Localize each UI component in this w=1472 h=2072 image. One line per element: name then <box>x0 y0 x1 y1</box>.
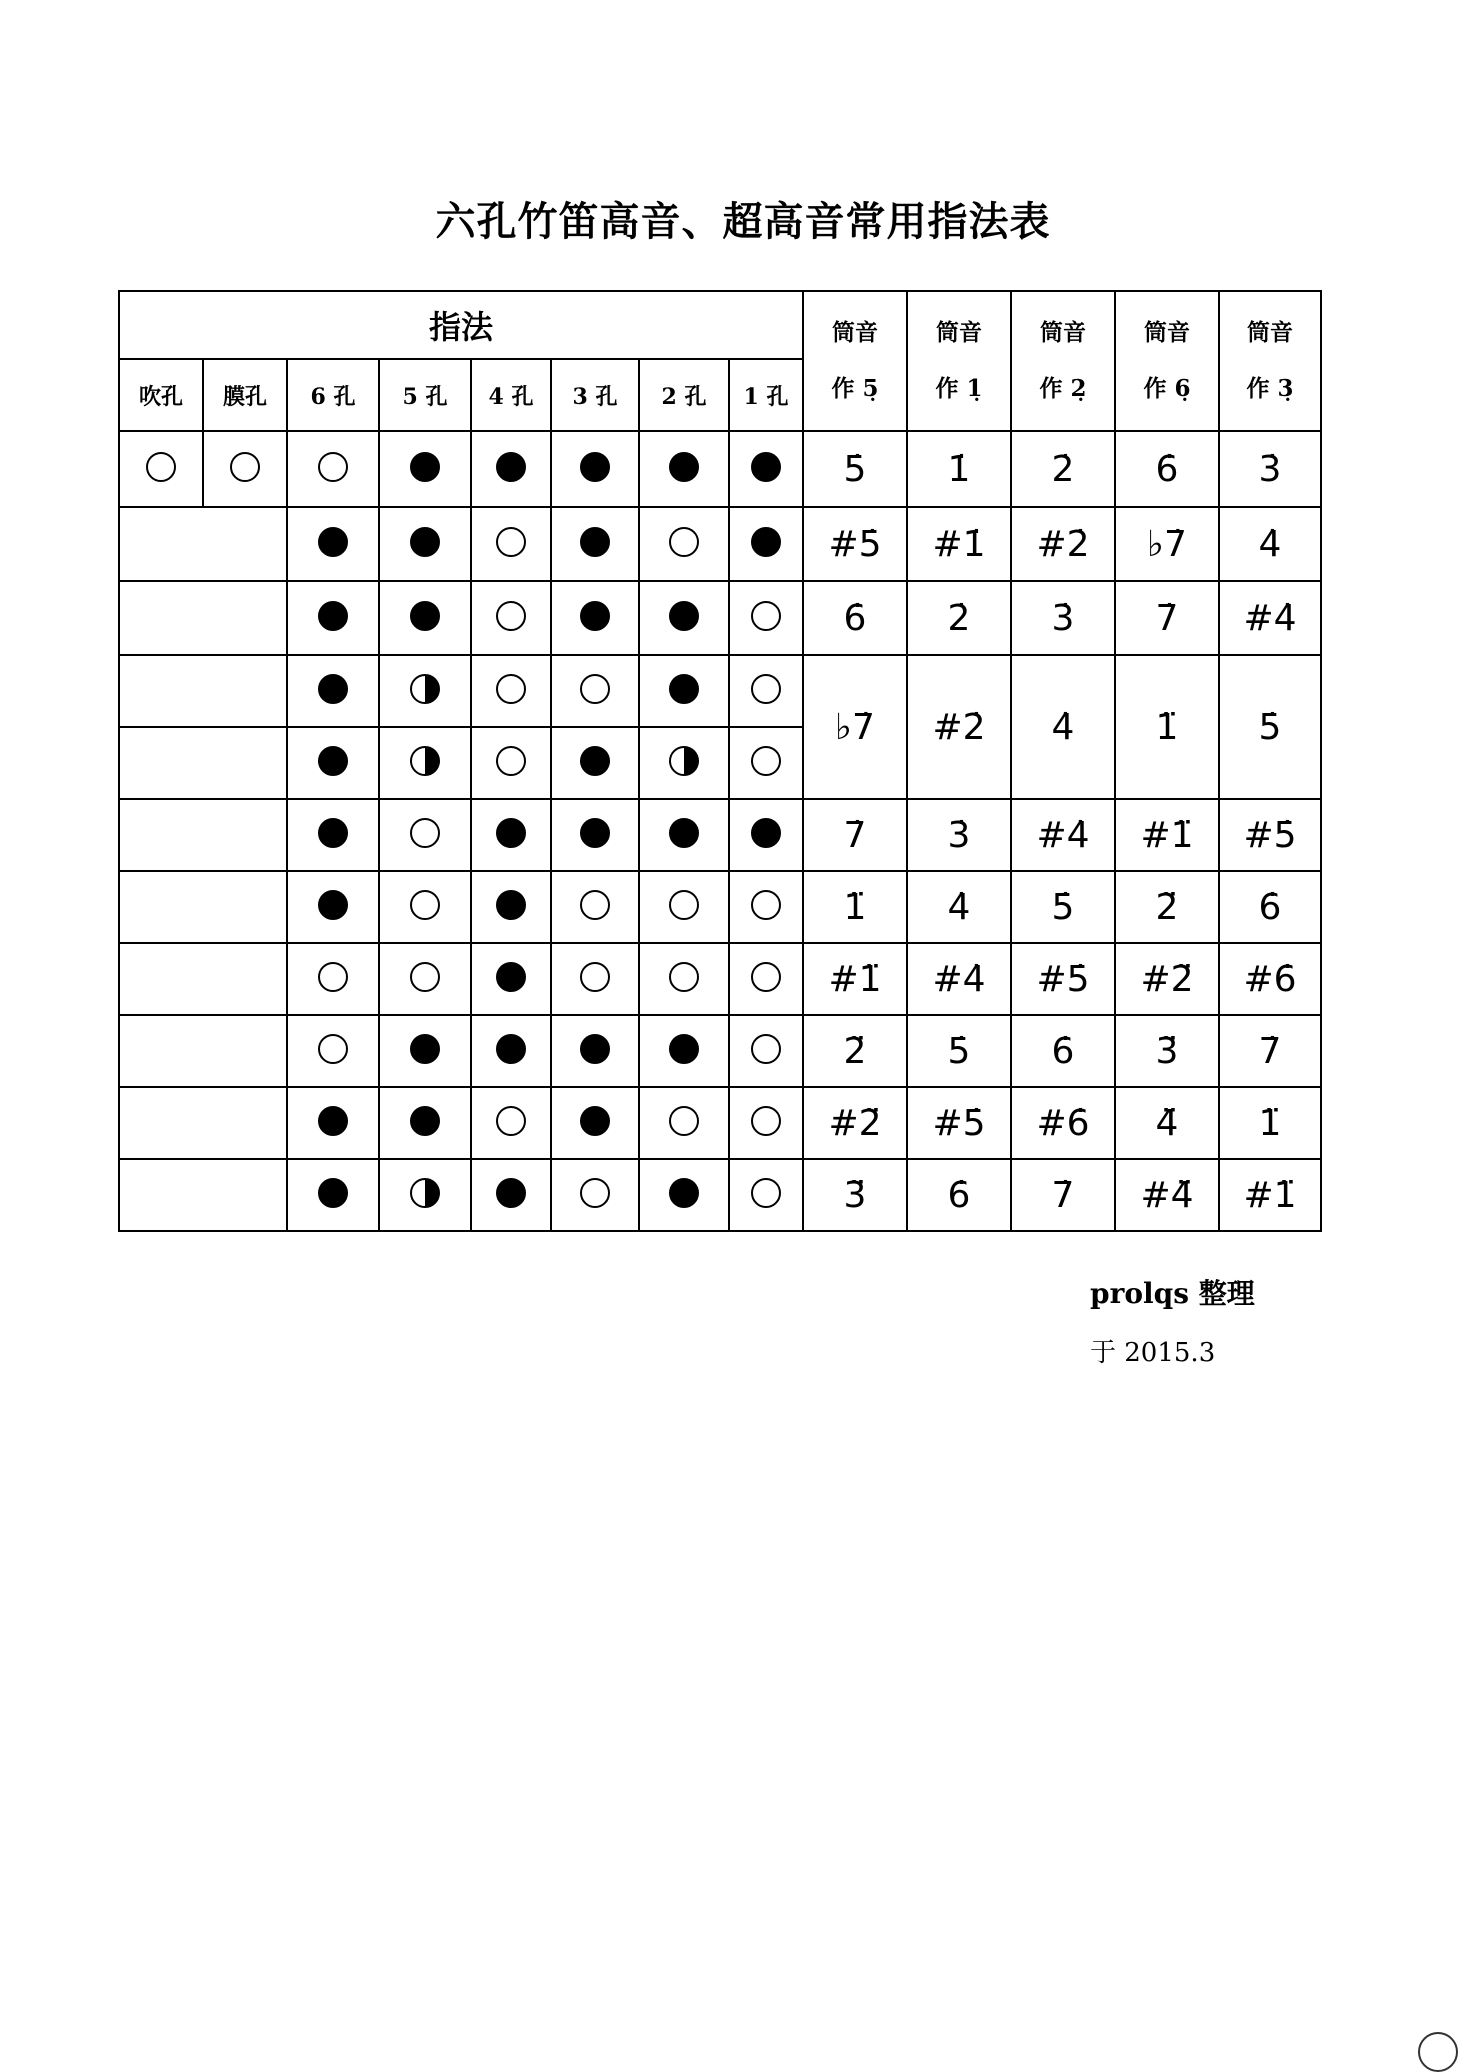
note-cell: #4̈ <box>1115 1159 1219 1231</box>
col-membrane-hole: 膜孔 <box>203 359 287 431</box>
note-cell: 2̈ <box>1115 871 1219 943</box>
closed-hole-icon <box>318 527 348 557</box>
note-cell: 3̈ <box>1115 1015 1219 1087</box>
table-row <box>119 507 1321 581</box>
hole-cell-blow <box>119 431 203 507</box>
open-hole-icon <box>580 674 610 704</box>
hole-cell-3 <box>551 1087 639 1159</box>
col-hole-1: 1 孔 <box>729 359 803 431</box>
hole-cell-5 <box>379 1159 471 1231</box>
open-hole-icon <box>751 601 781 631</box>
note-cell: #5̇ <box>1011 943 1115 1015</box>
note-cell: 3̇ <box>1219 431 1321 507</box>
open-hole-icon <box>669 890 699 920</box>
author-credit: prolqs 整理 <box>1090 1277 1255 1310</box>
note-cell: 6̇ <box>907 1159 1011 1231</box>
page-title: 六孔竹笛高音、超高音常用指法表 <box>435 198 1051 245</box>
table-row <box>119 431 1321 507</box>
blank-cell <box>119 871 287 943</box>
blank-cell <box>119 1159 287 1231</box>
closed-hole-icon <box>580 746 610 776</box>
note-cell: 1̇ <box>907 431 1011 507</box>
note-cell: 2̇ <box>907 581 1011 655</box>
tube-header-5: 筒音 作 3̣ <box>1219 291 1321 431</box>
hole-cell-4 <box>471 871 551 943</box>
open-hole-icon <box>146 452 176 482</box>
table-row <box>119 799 1321 871</box>
open-hole-icon <box>230 452 260 482</box>
hole-cell-4 <box>471 655 551 727</box>
open-hole-icon <box>410 962 440 992</box>
closed-hole-icon <box>318 601 348 631</box>
hole-cell-1 <box>729 943 803 1015</box>
note-cell: 4̇ <box>907 871 1011 943</box>
note-cell: 3̈ <box>803 1159 907 1231</box>
hole-cell-5 <box>379 727 471 799</box>
open-hole-icon <box>751 1034 781 1064</box>
hole-cell-6 <box>287 943 379 1015</box>
closed-hole-icon <box>410 1034 440 1064</box>
hole-cell-6 <box>287 431 379 507</box>
hole-cell-6 <box>287 727 379 799</box>
note-cell: 5̇ <box>803 431 907 507</box>
hole-cell-3 <box>551 1159 639 1231</box>
col-hole-4: 4 孔 <box>471 359 551 431</box>
col-hole-5: 5 孔 <box>379 359 471 431</box>
closed-hole-icon <box>496 890 526 920</box>
closed-hole-icon <box>410 1106 440 1136</box>
hole-cell-membrane <box>203 431 287 507</box>
open-hole-icon <box>318 452 348 482</box>
note-cell: 5̇ <box>907 1015 1011 1087</box>
closed-hole-icon <box>669 1034 699 1064</box>
open-hole-icon <box>496 746 526 776</box>
open-hole-icon <box>580 962 610 992</box>
table-row <box>119 871 1321 943</box>
open-hole-icon <box>669 962 699 992</box>
hole-cell-6 <box>287 507 379 581</box>
hole-cell-2 <box>639 431 729 507</box>
col-blow-hole: 吹孔 <box>119 359 203 431</box>
note-cell: #6̇ <box>1011 1087 1115 1159</box>
hole-cell-2 <box>639 1087 729 1159</box>
hole-cell-4 <box>471 507 551 581</box>
note-cell: #1̈ <box>1115 799 1219 871</box>
note-cell: #5̇ <box>1219 799 1321 871</box>
note-cell: 7̇ <box>1011 1159 1115 1231</box>
table-row <box>119 1159 1321 1231</box>
hole-cell-3 <box>551 1015 639 1087</box>
hole-cell-4 <box>471 943 551 1015</box>
open-hole-icon <box>496 674 526 704</box>
note-cell: #6̇ <box>1219 943 1321 1015</box>
closed-hole-icon <box>580 452 610 482</box>
note-cell: 1̈ <box>803 871 907 943</box>
note-cell: 7̇ <box>1115 581 1219 655</box>
note-cell: #2̈ <box>1115 943 1219 1015</box>
note-cell: ♭7̇ <box>803 655 907 799</box>
closed-hole-icon <box>410 601 440 631</box>
closed-hole-icon <box>669 674 699 704</box>
blank-cell <box>119 1087 287 1159</box>
hole-cell-2 <box>639 1015 729 1087</box>
hole-cell-2 <box>639 655 729 727</box>
hole-cell-4 <box>471 1015 551 1087</box>
closed-hole-icon <box>580 527 610 557</box>
blank-cell <box>119 727 287 799</box>
closed-hole-icon <box>318 1178 348 1208</box>
open-hole-icon <box>669 1106 699 1136</box>
closed-hole-icon <box>318 890 348 920</box>
tube-header-1: 筒音 作 5̣ <box>803 291 907 431</box>
hole-cell-6 <box>287 799 379 871</box>
hole-cell-4 <box>471 581 551 655</box>
hole-cell-5 <box>379 871 471 943</box>
hole-cell-3 <box>551 799 639 871</box>
note-cell: 3̇ <box>1011 581 1115 655</box>
note-cell: #2̈ <box>803 1087 907 1159</box>
closed-hole-icon <box>318 674 348 704</box>
note-cell: #1̈ <box>1219 1159 1321 1231</box>
note-cell: 4̇ <box>1219 507 1321 581</box>
closed-hole-icon <box>580 1034 610 1064</box>
hole-cell-3 <box>551 655 639 727</box>
open-hole-icon <box>751 1106 781 1136</box>
open-hole-icon <box>751 890 781 920</box>
closed-hole-icon <box>751 452 781 482</box>
hole-cell-3 <box>551 581 639 655</box>
half-hole-icon <box>669 746 699 776</box>
note-cell: 4̈ <box>1115 1087 1219 1159</box>
note-cell: 5̇ <box>1011 871 1115 943</box>
open-hole-icon <box>669 527 699 557</box>
hole-cell-1 <box>729 727 803 799</box>
table-row <box>119 1015 1321 1087</box>
closed-hole-icon <box>496 452 526 482</box>
open-hole-icon <box>496 527 526 557</box>
note-cell: #4̇ <box>1011 799 1115 871</box>
closed-hole-icon <box>496 1178 526 1208</box>
open-hole-icon <box>580 1178 610 1208</box>
closed-hole-icon <box>751 818 781 848</box>
note-cell: 6̇ <box>1219 871 1321 943</box>
table-row <box>119 581 1321 655</box>
closed-hole-icon <box>669 1178 699 1208</box>
col-hole-3: 3 孔 <box>551 359 639 431</box>
fingering-table <box>118 290 1322 1232</box>
closed-hole-icon <box>496 1034 526 1064</box>
hole-cell-2 <box>639 943 729 1015</box>
hole-cell-2 <box>639 871 729 943</box>
closed-hole-icon <box>496 962 526 992</box>
hole-cell-5 <box>379 581 471 655</box>
hole-cell-6 <box>287 1159 379 1231</box>
hole-cell-1 <box>729 655 803 727</box>
hole-cell-2 <box>639 507 729 581</box>
closed-hole-icon <box>580 818 610 848</box>
blank-cell <box>119 799 287 871</box>
table-row <box>119 655 1321 727</box>
closed-hole-icon <box>669 452 699 482</box>
hole-cell-2 <box>639 1159 729 1231</box>
blank-cell <box>119 581 287 655</box>
hole-cell-4 <box>471 799 551 871</box>
open-hole-icon <box>751 1178 781 1208</box>
hole-cell-6 <box>287 1015 379 1087</box>
open-hole-icon <box>496 1106 526 1136</box>
closed-hole-icon <box>318 746 348 776</box>
tube-header-2: 筒音 作 1̣ <box>907 291 1011 431</box>
hole-cell-1 <box>729 431 803 507</box>
open-hole-icon <box>318 1034 348 1064</box>
hole-cell-5 <box>379 655 471 727</box>
header-row-1 <box>119 291 1321 359</box>
col-hole-6: 6 孔 <box>287 359 379 431</box>
note-cell: 5̇ <box>1219 655 1321 799</box>
hole-cell-6 <box>287 655 379 727</box>
hole-cell-1 <box>729 799 803 871</box>
hole-cell-1 <box>729 581 803 655</box>
note-cell: #4̇ <box>907 943 1011 1015</box>
open-hole-icon <box>751 674 781 704</box>
closed-hole-icon <box>410 452 440 482</box>
table-row <box>119 1087 1321 1159</box>
note-cell: 4̇ <box>1011 655 1115 799</box>
hole-cell-3 <box>551 507 639 581</box>
half-hole-icon <box>410 1178 440 1208</box>
note-cell: 7̇ <box>1219 1015 1321 1087</box>
hole-cell-5 <box>379 431 471 507</box>
table-row <box>119 943 1321 1015</box>
note-cell: #5̇ <box>803 507 907 581</box>
note-cell: #4̇ <box>1219 581 1321 655</box>
hole-cell-3 <box>551 727 639 799</box>
half-hole-icon <box>410 746 440 776</box>
hole-cell-5 <box>379 1015 471 1087</box>
note-cell: #5̇ <box>907 1087 1011 1159</box>
hole-cell-4 <box>471 1087 551 1159</box>
hole-cell-6 <box>287 1087 379 1159</box>
hole-cell-5 <box>379 507 471 581</box>
hole-cell-1 <box>729 871 803 943</box>
closed-hole-icon <box>410 527 440 557</box>
blank-cell <box>119 507 287 581</box>
hole-cell-5 <box>379 1087 471 1159</box>
note-cell: #1̇ <box>907 507 1011 581</box>
open-hole-icon <box>410 890 440 920</box>
note-cell: 6̇ <box>803 581 907 655</box>
note-cell: 6̇ <box>1011 1015 1115 1087</box>
hole-cell-5 <box>379 799 471 871</box>
closed-hole-icon <box>496 818 526 848</box>
closed-hole-icon <box>751 527 781 557</box>
note-cell: 6̇ <box>1115 431 1219 507</box>
note-cell: 7̇ <box>803 799 907 871</box>
tube-header-4: 筒音 作 6̣ <box>1115 291 1219 431</box>
open-hole-icon <box>751 962 781 992</box>
note-cell: #1̈ <box>803 943 907 1015</box>
blank-cell <box>119 1015 287 1087</box>
hole-cell-3 <box>551 871 639 943</box>
note-cell: #2̇ <box>907 655 1011 799</box>
open-hole-icon <box>751 746 781 776</box>
hole-cell-2 <box>639 727 729 799</box>
note-cell: 2̈ <box>803 1015 907 1087</box>
half-hole-icon <box>410 674 440 704</box>
note-cell: 2̇ <box>1011 431 1115 507</box>
hole-cell-5 <box>379 943 471 1015</box>
hole-cell-6 <box>287 871 379 943</box>
blank-cell <box>119 943 287 1015</box>
closed-hole-icon <box>580 1106 610 1136</box>
hole-cell-1 <box>729 1087 803 1159</box>
hole-cell-3 <box>551 943 639 1015</box>
watermark-logo-icon <box>1418 2032 1458 2072</box>
hole-cell-4 <box>471 727 551 799</box>
closed-hole-icon <box>318 818 348 848</box>
tube-header-3: 筒音 作 2̣ <box>1011 291 1115 431</box>
hole-cell-1 <box>729 1015 803 1087</box>
date-credit: 于 2015.3 <box>1090 1338 1216 1368</box>
hole-cell-4 <box>471 431 551 507</box>
note-cell: 1̈ <box>1115 655 1219 799</box>
hole-cell-4 <box>471 1159 551 1231</box>
closed-hole-icon <box>669 818 699 848</box>
open-hole-icon <box>496 601 526 631</box>
hole-cell-2 <box>639 581 729 655</box>
fingering-header: 指法 <box>119 291 803 359</box>
note-cell: 3̇ <box>907 799 1011 871</box>
hole-cell-6 <box>287 581 379 655</box>
open-hole-icon <box>580 890 610 920</box>
note-cell: #2̇ <box>1011 507 1115 581</box>
note-cell: ♭7̇ <box>1115 507 1219 581</box>
open-hole-icon <box>318 962 348 992</box>
hole-cell-2 <box>639 799 729 871</box>
closed-hole-icon <box>580 601 610 631</box>
closed-hole-icon <box>669 601 699 631</box>
hole-cell-1 <box>729 507 803 581</box>
note-cell: 1̈ <box>1219 1087 1321 1159</box>
closed-hole-icon <box>318 1106 348 1136</box>
col-hole-2: 2 孔 <box>639 359 729 431</box>
hole-cell-3 <box>551 431 639 507</box>
blank-cell <box>119 655 287 727</box>
hole-cell-1 <box>729 1159 803 1231</box>
open-hole-icon <box>410 818 440 848</box>
